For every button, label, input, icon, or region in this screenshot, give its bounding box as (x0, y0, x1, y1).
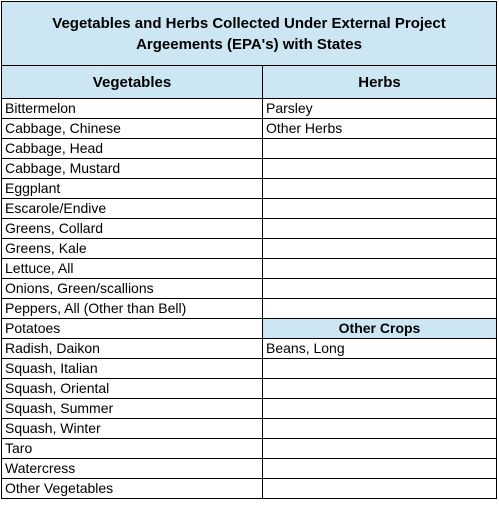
vegetable-cell: Squash, Winter (2, 419, 263, 439)
herb-cell (263, 419, 497, 439)
table-row (2, 219, 497, 239)
table-row (2, 319, 497, 339)
herb-cell (263, 199, 497, 219)
vegetable-cell: Cabbage, Head (2, 139, 263, 159)
herb-cell (263, 159, 497, 179)
table-row (2, 239, 497, 259)
table-row (2, 99, 497, 119)
header-row (2, 66, 497, 99)
herb-cell (263, 379, 497, 399)
vegetable-cell: Eggplant (2, 179, 263, 199)
herb-cell: Other Herbs (263, 119, 497, 139)
table-row (2, 259, 497, 279)
table-row (2, 179, 497, 199)
table-row (2, 199, 497, 219)
table-row (2, 139, 497, 159)
vegetable-cell: Other Vegetables (2, 479, 263, 499)
table-row (2, 299, 497, 319)
vegetable-cell: Onions, Green/scallions (2, 279, 263, 299)
vegetable-cell: Potatoes (2, 319, 263, 339)
vegetable-cell: Cabbage, Chinese (2, 119, 263, 139)
herb-cell (263, 279, 497, 299)
herbs-header: Herbs (263, 66, 497, 99)
vegetable-cell: Lettuce, All (2, 259, 263, 279)
table-row (2, 439, 497, 459)
table-row (2, 399, 497, 419)
table-row (2, 379, 497, 399)
herb-cell: Parsley (263, 99, 497, 119)
vegetable-cell: Squash, Italian (2, 359, 263, 379)
vegetable-cell: Squash, Oriental (2, 379, 263, 399)
herb-cell (263, 459, 497, 479)
table-row (2, 119, 497, 139)
herb-cell (263, 239, 497, 259)
vegetables-header: Vegetables (2, 66, 263, 99)
vegetable-cell: Watercress (2, 459, 263, 479)
herb-cell: Beans, Long (263, 339, 497, 359)
crops-table (1, 1, 497, 499)
herb-cell (263, 359, 497, 379)
herb-cell (263, 399, 497, 419)
table-row (2, 479, 497, 499)
vegetable-cell: Radish, Daikon (2, 339, 263, 359)
other-crops-header: Other Crops (263, 319, 497, 339)
herb-cell (263, 439, 497, 459)
table-row (2, 159, 497, 179)
vegetable-cell: Squash, Summer (2, 399, 263, 419)
table-row (2, 339, 497, 359)
crops-table-body (2, 2, 497, 499)
vegetable-cell: Cabbage, Mustard (2, 159, 263, 179)
vegetable-cell: Peppers, All (Other than Bell) (2, 299, 263, 319)
table-row (2, 279, 497, 299)
herb-cell (263, 479, 497, 499)
table-row (2, 359, 497, 379)
herb-cell (263, 259, 497, 279)
table-row (2, 419, 497, 439)
herb-cell (263, 139, 497, 159)
vegetable-cell: Greens, Kale (2, 239, 263, 259)
herb-cell (263, 219, 497, 239)
table-title: Vegetables and Herbs Collected Under External Project Argeements (EPA's) with States (2, 2, 497, 66)
herb-cell (263, 299, 497, 319)
herb-cell (263, 179, 497, 199)
table-row (2, 459, 497, 479)
vegetable-cell: Greens, Collard (2, 219, 263, 239)
vegetable-cell: Bittermelon (2, 99, 263, 119)
vegetable-cell: Escarole/Endive (2, 199, 263, 219)
vegetable-cell: Taro (2, 439, 263, 459)
title-row (2, 2, 497, 66)
